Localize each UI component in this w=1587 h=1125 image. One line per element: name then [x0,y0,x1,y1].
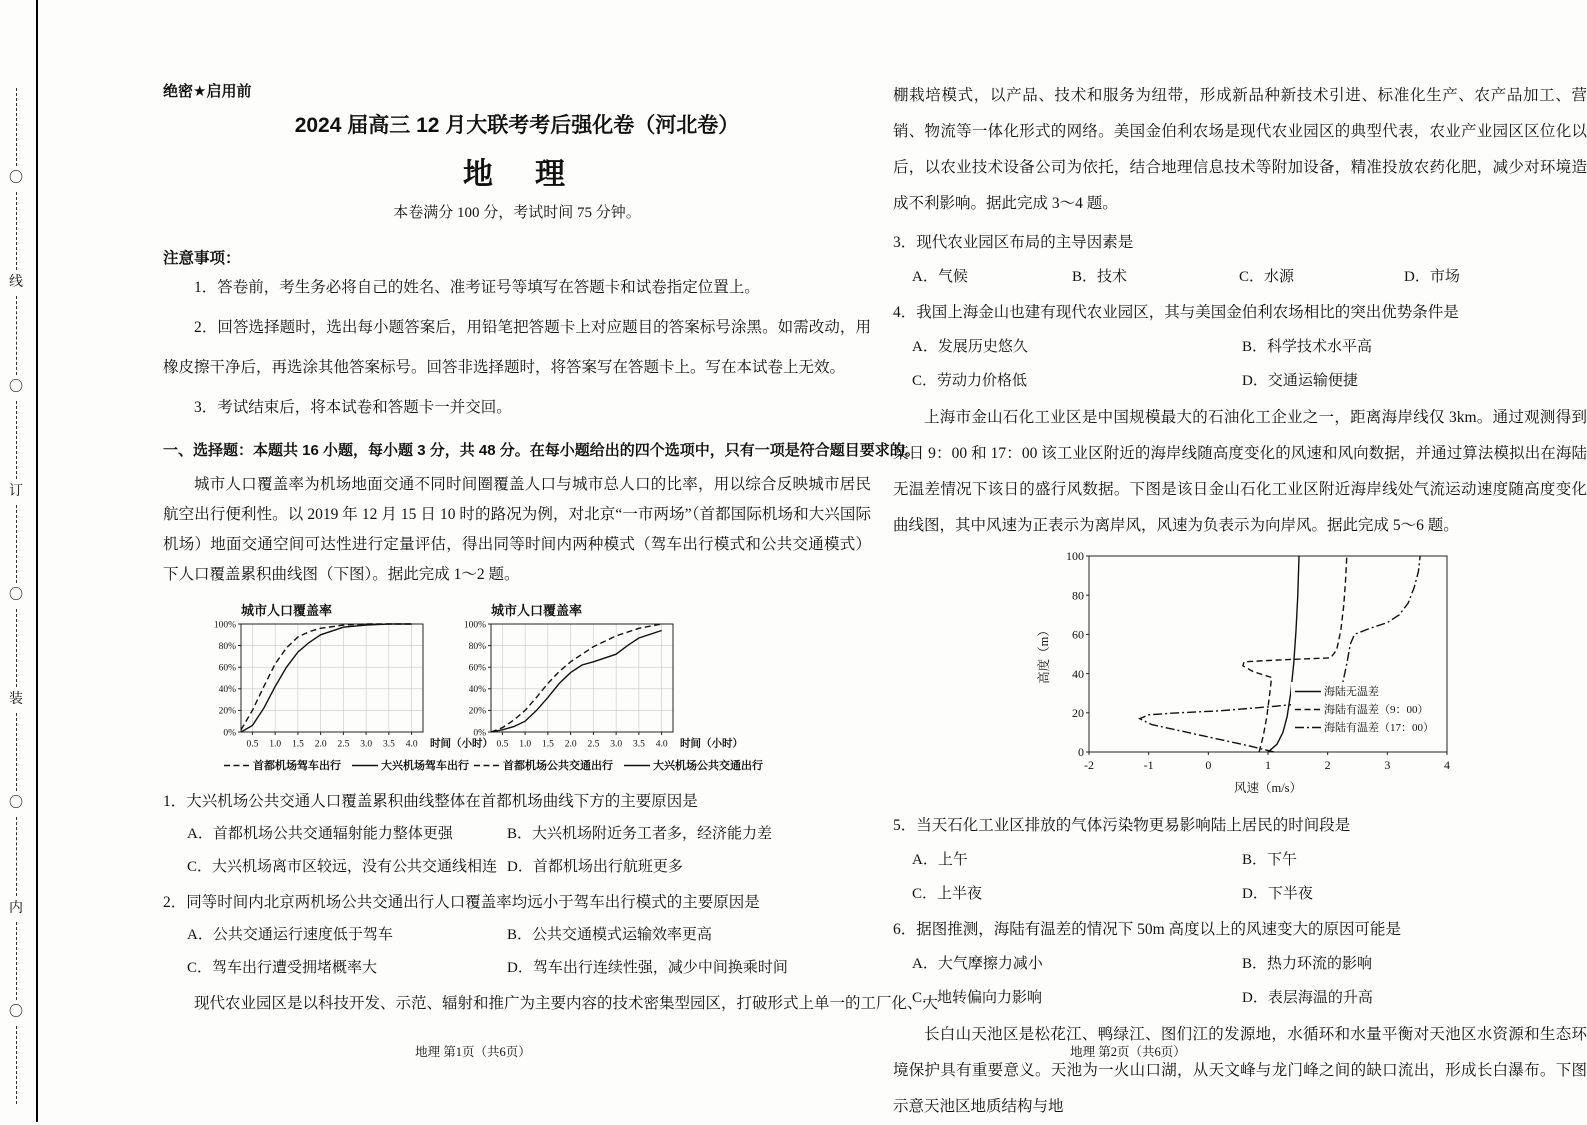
question-1-option-a: A．首都机场公共交通辐射能力整体更强 [187,826,453,842]
question-3-option-b: B．技术 [1072,269,1128,285]
svg-text:1.5: 1.5 [541,739,554,750]
svg-text:2.0: 2.0 [564,739,577,750]
legend-entry [1294,701,1434,717]
question-2-option-b: B．公共交通模式运输效率更高 [507,927,713,943]
question-5 [893,809,1587,911]
question-6-option-b: B．热力环流的影响 [1242,956,1373,972]
svg-text:1.0: 1.0 [269,739,282,750]
svg-text:时间（小时）: 时间（小时） [680,738,743,750]
section-title: 一、选择题：本题共 16 小题，每小题 3 分，共 48 分。在每小题给出的四个选项中，只有一项是符合题目要求的。 [163,442,920,459]
binding-dash-line [16,296,17,374]
question-1-option-d: D．首都机场出行航班更多 [507,859,683,875]
question-5-option-c: C．上半夜 [912,886,983,902]
coverage-transit-legend [473,757,763,773]
page-1-footer: 地理 第1页（共6页） [415,1045,531,1059]
svg-text:0.5: 0.5 [496,739,509,750]
legend-line-swatch [1294,705,1322,714]
page-1 [163,0,939,1019]
question-2 [163,886,871,985]
question-3 [893,226,1587,294]
svg-text:3.0: 3.0 [360,739,373,750]
binding-dash-line [16,609,17,687]
question-3-option-d: D．市场 [1404,269,1460,285]
svg-text:3.0: 3.0 [610,739,623,750]
binding-dash-line [16,1026,17,1104]
notice-item-2: 2．回答选择题时，选出每小题答案后，用铅笔把答题卡上对应题目的答案标号涂黑。如需改动，用橡皮擦干净后，再选涂其他答案标号。回答非选择题时，将答案写在答题卡上。写在本试卷上无效。 [163,319,871,376]
wind-profile-chart [1035,548,1465,805]
binding-mark: 〇 [9,171,23,187]
wind-profile-plot [1035,548,1465,800]
svg-text:80%: 80% [218,641,236,652]
binding-rule-line [36,0,38,1122]
legend-line-swatch [351,761,379,770]
question-5-stem: 5．当天石化工业区排放的气体污染物更易影响陆上居民的时间段是 [893,817,1351,834]
binding-mark: 〇 [9,379,23,395]
question-4 [893,296,1587,398]
legend-entry [1294,683,1434,699]
svg-text:-2: -2 [1084,758,1094,772]
legend-line-swatch [473,761,501,770]
wind-profile-legend [1291,682,1437,736]
coverage-chart-transit [453,600,763,773]
coverage-transit-plot [453,618,753,756]
question-6-stem: 6．据图推测，海陆有温差的情况下 50m 高度以上的风速变大的原因可能是 [893,921,1402,938]
svg-text:4: 4 [1444,758,1450,772]
legend-label: 大兴机场驾车出行 [381,760,469,772]
svg-text:40: 40 [1072,666,1084,681]
question-1-options [163,818,871,884]
legend-label: 首都机场公共交通出行 [503,760,613,772]
svg-text:-1: -1 [1143,758,1154,772]
svg-text:60: 60 [1072,627,1084,642]
question-6 [893,913,1587,1015]
question-4-option-a: A．发展历史悠久 [912,339,1028,355]
question-3-options [893,260,1587,294]
subject-title: 地 理 [463,158,571,191]
chart-title-transit: 城市人口覆盖率 [491,603,583,618]
legend-label: 首都机场驾车出行 [253,760,341,772]
svg-text:4.0: 4.0 [405,739,418,750]
exam-meta: 本卷满分 100 分，考试时间 75 分钟。 [393,205,641,221]
svg-text:3: 3 [1384,758,1391,772]
svg-text:2.5: 2.5 [337,739,350,750]
svg-text:0: 0 [1205,758,1212,772]
svg-text:时间（小时）: 时间（小时） [430,738,493,750]
binding-mark: 〇 [9,1004,23,1020]
svg-text:2.0: 2.0 [314,739,327,750]
binding-mark: 内 [9,900,23,916]
legend-line-swatch [223,761,251,770]
question-2-option-a: A．公共交通运行速度低于驾车 [187,927,393,943]
question-2-option-c: C．驾车出行遭受拥堵概率大 [187,960,378,976]
svg-text:80%: 80% [468,641,486,652]
page-2 [893,0,1587,1125]
svg-text:0.5: 0.5 [246,739,259,750]
question-5-option-b: B．下午 [1242,852,1298,868]
svg-text:高度（m）: 高度（m） [1037,624,1051,684]
question-1-stem: 1．大兴机场公共交通人口覆盖累积曲线整体在首都机场曲线下方的主要原因是 [163,793,698,810]
legend-entry [623,757,763,773]
legend-line-swatch [1294,723,1322,732]
question-2-options [163,919,871,985]
svg-text:100%: 100% [463,620,486,631]
jinshan-paragraph: 上海市金山石化工业区是中国规模最大的石油化工企业之一，距离海岸线仅 3km。通过观测得到某日 9：00 和 17：00 该工业区附近的海岸线随高度变化的风速和风向数据，并通过算法模拟出在海陆无温差情况下该日的盛行风数据。下图是该日金山石化工业区附近海岸线处气流运动速度随高度变化曲线图，其中风速为正表示为离岸风，风速为负表示为向岸风。据此完成 5～6 题。 [893,409,1587,534]
question-5-option-a: A．上午 [912,852,968,868]
question-3-option-c: C．水源 [1239,269,1295,285]
question-1 [163,785,871,884]
binding-dash-line [16,401,17,479]
svg-text:2: 2 [1324,758,1331,772]
question-4-stem: 4．我国上海金山也建有现代农业园区，其与美国金伯利农场相比的突出优势条件是 [893,304,1459,321]
binding-mark: 〇 [9,796,23,812]
legend-label: 海陆有温差（9：00） [1324,704,1429,716]
notice-item-1: 1．答卷前，考生务必将自己的姓名、准考证号等填写在答题卡和试卷指定位置上。 [194,279,760,296]
svg-text:40%: 40% [218,685,236,696]
question-2-option-d: D．驾车出行连续性强，减少中间换乘时间 [507,960,788,976]
binding-dash-line [16,192,17,270]
chart-title-drive: 城市人口覆盖率 [241,603,333,618]
svg-text:80: 80 [1072,588,1084,603]
legend-line-swatch [1294,687,1322,696]
svg-text:0: 0 [1078,745,1084,760]
binding-dash-line [16,88,17,166]
svg-text:20%: 20% [468,706,486,717]
svg-text:2.5: 2.5 [587,739,600,750]
question-6-option-a: A．大气摩擦力减小 [912,956,1043,972]
svg-text:40%: 40% [468,685,486,696]
svg-text:100%: 100% [213,620,236,631]
svg-text:1.0: 1.0 [519,739,532,750]
question-3-option-a: A．气候 [912,269,968,285]
question-6-option-c: C．地转偏向力影响 [912,990,1043,1006]
question-5-options [893,843,1587,911]
svg-text:风速（m/s）: 风速（m/s） [1233,781,1303,795]
question-5-option-d: D．下半夜 [1242,886,1313,902]
legend-label: 大兴机场公共交通出行 [653,760,763,772]
question-4-option-c: C．劳动力价格低 [912,373,1028,389]
notice-title: 注意事项： [163,250,241,267]
svg-text:0%: 0% [473,728,486,739]
binding-dash-line [16,713,17,791]
svg-text:100: 100 [1066,549,1084,564]
question-3-stem: 3．现代农业园区布局的主导因素是 [893,234,1134,251]
binding-mark: 订 [9,483,23,499]
question-2-stem: 2．同等时间内北京两机场公共交通出行人口覆盖率均远小于驾车出行模式的主要原因是 [163,894,760,911]
binding-dash-line [16,505,17,583]
legend-entry [473,757,613,773]
question-4-options [893,330,1587,398]
question-4-option-b: B．科学技术水平高 [1242,339,1373,355]
legend-entry [351,757,469,773]
agripark-paragraph-cont: 棚栽培模式，以产品、技术和服务为纽带，形成新品种新技术引进、标准化生产、农产品加工、营销、物流等一体化形式的网络。美国金伯利农场是现代农业园区的典型代表，农业产业园区区位化以后，以农业技术设备公司为依托，结合地理信息技术等附加设备，精准投放农药化肥，减少对环境造成不利影响。据此完成 3～4 题。 [893,87,1587,212]
svg-text:60%: 60% [218,663,236,674]
question-6-option-d: D．表层海温的升高 [1242,990,1373,1006]
svg-text:1: 1 [1265,758,1271,772]
svg-text:3.5: 3.5 [632,739,645,750]
secrecy-label: 绝密★启用前 [163,83,252,100]
binding-mark: 装 [9,692,23,708]
question-1-option-b: B．大兴机场附近务工者多，经济能力差 [507,826,773,842]
intro-airport-paragraph: 城市人口覆盖率为机场地面交通不同时间圈覆盖人口与城市总人口的比率，用以综合反映城市居民航空出行便利性。以 2019 年 12 月 15 日 10 时的路况为例，对北京“一市两场”（首都国际机场和大兴国际机场）地面交通空间可达性进行定量评估，得出同等时间内两种模式（驾车出行模式和公共交通模式）下人口覆盖累积曲线图（下图）。据此完成 1～2 题。 [163,476,871,583]
page-2-footer: 地理 第2页（共6页） [1070,1045,1186,1059]
paper-title: 2024 届高三 12 月大联考考后强化卷（河北卷） [294,114,740,137]
legend-entry [223,757,341,773]
legend-line-swatch [623,761,651,770]
question-4-option-d: D．交通运输便捷 [1242,373,1358,389]
binding-mark: 〇 [9,588,23,604]
binding-dash-line [16,922,17,1000]
changbai-paragraph: 长白山天池区是松花江、鸭绿江、图们江的发源地，水循环和水量平衡对天池区水资源和生态环境保护具有重要意义。天池为一火山口湖，从天文峰与龙门峰之间的缺口流出，形成长白瀑布。下图示意天池区地质结构与地 [893,1026,1587,1115]
question-1-option-c: C．大兴机场离市区较远，没有公共交通线相连 [187,859,498,875]
binding-mark: 线 [9,275,23,291]
legend-label: 海陆有温差（17：00） [1324,722,1434,734]
legend-entry [1294,719,1434,735]
svg-text:1.5: 1.5 [291,739,304,750]
svg-text:0%: 0% [223,728,236,739]
coverage-charts [203,600,871,773]
binding-dash-line [16,817,17,895]
svg-text:4.0: 4.0 [655,739,668,750]
svg-text:20%: 20% [218,706,236,717]
question-6-options [893,947,1587,1015]
binding-strip [7,84,25,1108]
agripark-paragraph-start: 现代农业园区是以科技开发、示范、辐射和推广为主要内容的技术密集型园区，打破形式上单一的工厂化、大 [194,995,939,1012]
legend-label: 海陆无温差 [1324,686,1379,698]
notice-item-3: 3．考试结束后，将本试卷和答题卡一并交回。 [194,399,512,416]
svg-text:3.5: 3.5 [382,739,395,750]
svg-text:20: 20 [1072,706,1084,720]
svg-text:60%: 60% [468,663,486,674]
